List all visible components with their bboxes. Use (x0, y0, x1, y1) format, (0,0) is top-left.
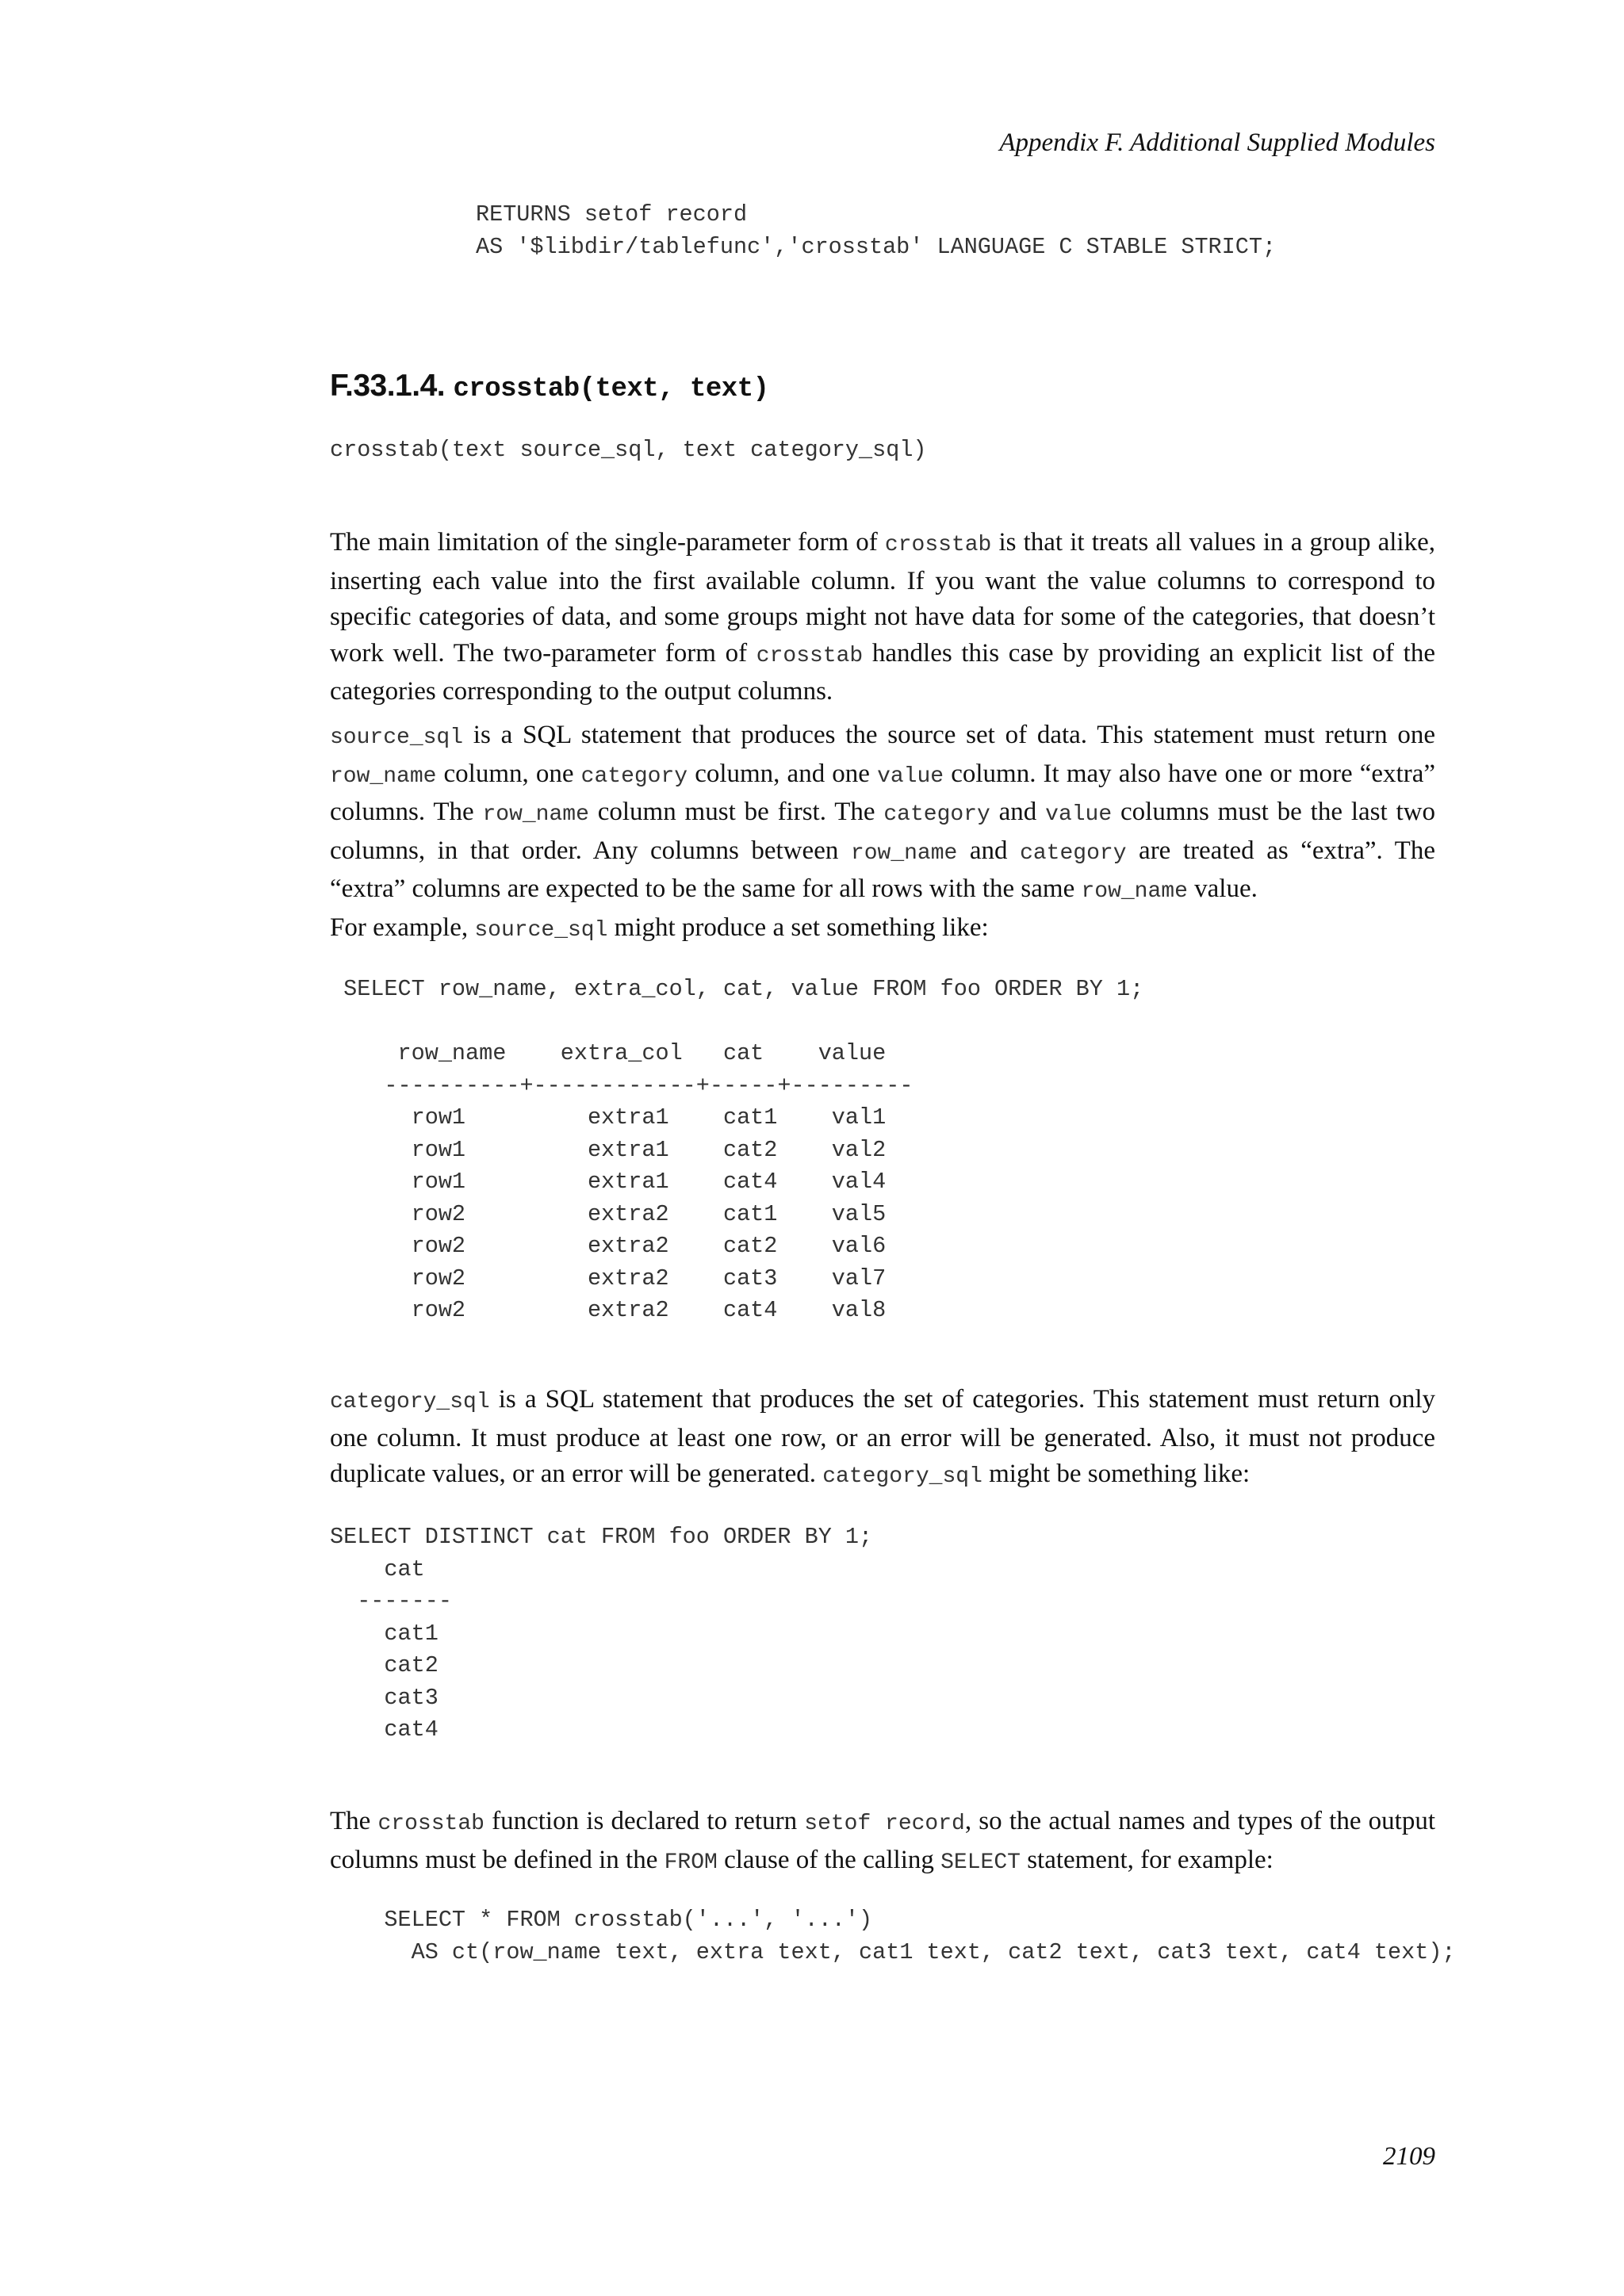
inline-code: row_name (850, 840, 958, 866)
inline-code: category (580, 763, 688, 789)
table-row: cat1 (330, 1620, 439, 1647)
text: For example, (330, 913, 475, 942)
function-synopsis: crosstab(text source_sql, text category_sql) (330, 437, 927, 463)
table-row: row2 extra2 cat4 val8 (330, 1297, 887, 1323)
code-line: AS ct(row_name text, extra text, cat1 text, cat2 text, cat3 text, cat4 text); (330, 1938, 1456, 1965)
table-row: row2 extra2 cat2 val6 (330, 1233, 887, 1259)
text: might be something like: (982, 1460, 1251, 1488)
inline-code: SELECT (940, 1850, 1021, 1875)
table-header: row_name extra_col cat value (330, 1040, 887, 1066)
code-line: SELECT * FROM crosstab('...', '...') (330, 1907, 873, 1933)
inline-code: source_sql (330, 725, 464, 750)
text: value. (1187, 874, 1258, 903)
paragraph-limitation (330, 525, 1435, 710)
code-block-function-definition (476, 199, 1276, 263)
text: column, one (436, 759, 581, 788)
text: statement, for example: (1020, 1845, 1274, 1874)
text: column must be first. The (588, 798, 884, 826)
inline-code: category_sql (330, 1390, 490, 1414)
inline-code: crosstab (377, 1812, 485, 1836)
inline-code: category (1020, 840, 1127, 866)
table-row: cat2 (330, 1652, 439, 1678)
section-heading (330, 369, 769, 404)
code-line: AS '$libdir/tablefunc','crosstab' LANGUAGE C STABLE STRICT; (476, 233, 1277, 260)
table-row: row2 extra2 cat3 val7 (330, 1265, 887, 1292)
text: , so the actual names and types of the output columns must be defined in the (330, 1807, 1435, 1874)
inline-code: value (1045, 802, 1113, 827)
table-separator: ----------+------------+-----+--------- (330, 1072, 914, 1099)
table-row: row1 extra1 cat1 val1 (330, 1104, 887, 1131)
text: column. It may also have one or more “extra” columns. The (330, 759, 1435, 826)
page-number: 2109 (1383, 2142, 1435, 2171)
text: clause of the calling (717, 1845, 941, 1874)
text: is a SQL statement that produces the set of categories. This statement must return only one column. It must produce at least one row, or an error will be generated. Also, it must not produce duplicate values, or an error will be generated. (330, 1385, 1435, 1488)
table-row: row1 extra1 cat4 val4 (330, 1169, 887, 1195)
code-block-source-example (330, 974, 1143, 1327)
text: is that it treats all values in a group alike, inserting each value into the first available column. If you want the value columns to correspond to specific categories of data, and some groups might not have data for some of the categories, that doesn’t work well. The two-parameter form of (330, 528, 1435, 668)
table-row: cat4 (330, 1716, 439, 1743)
code-query: SELECT row_name, extra_col, cat, value FROM foo ORDER BY 1; (330, 976, 1144, 1002)
text: and (990, 798, 1046, 826)
text: column, and one (688, 759, 878, 788)
table-separator: ------- (330, 1588, 452, 1614)
text: and (957, 836, 1021, 865)
inline-code: setof record (804, 1812, 965, 1836)
text: The (330, 1807, 378, 1835)
text: function is declared to return (484, 1807, 805, 1835)
table-row: row2 extra2 cat1 val5 (330, 1200, 887, 1227)
inline-code: row_name (1081, 879, 1188, 904)
table-row: cat3 (330, 1684, 439, 1711)
code-block-call-example (330, 1904, 1456, 1969)
section-number: F.33.1.4. (330, 369, 446, 403)
text: is a SQL statement that produces the source set of data. This statement must return one (463, 721, 1435, 749)
table-row: row1 extra1 cat2 val2 (330, 1136, 887, 1163)
table-header: cat (330, 1556, 425, 1582)
paragraph-example-intro (330, 910, 1435, 949)
text: The main limitation of the single-parameter form of (330, 528, 885, 557)
code-block-category-example (330, 1521, 872, 1747)
inline-code: crosstab (884, 533, 992, 557)
paragraph-source-sql (330, 718, 1435, 910)
inline-code: row_name (330, 763, 437, 789)
inline-code: crosstab (756, 643, 864, 668)
code-line: RETURNS setof record (476, 201, 748, 228)
inline-code: category_sql (822, 1464, 982, 1489)
text: handles this case by providing an explicit list of the categories corresponding to the output columns. (330, 638, 1435, 706)
text: are treated as “extra”. The “extra” columns are expected to be the same for all rows with the same (330, 836, 1435, 903)
inline-code: category (883, 802, 990, 827)
inline-code: source_sql (474, 918, 608, 943)
section-title-code: crosstab(text, text) (453, 374, 769, 404)
text: might produce a set something like: (607, 913, 989, 942)
text: columns must be the last two columns, in that order. Any columns between (330, 798, 1435, 865)
paragraph-category-sql (330, 1382, 1435, 1495)
code-query: SELECT DISTINCT cat FROM foo ORDER BY 1; (330, 1524, 873, 1550)
paragraph-return-type (330, 1804, 1435, 1881)
inline-code: FROM (664, 1850, 718, 1875)
inline-code: row_name (482, 802, 589, 827)
inline-code: value (877, 763, 944, 789)
running-header: Appendix F. Additional Supplied Modules (999, 128, 1435, 157)
